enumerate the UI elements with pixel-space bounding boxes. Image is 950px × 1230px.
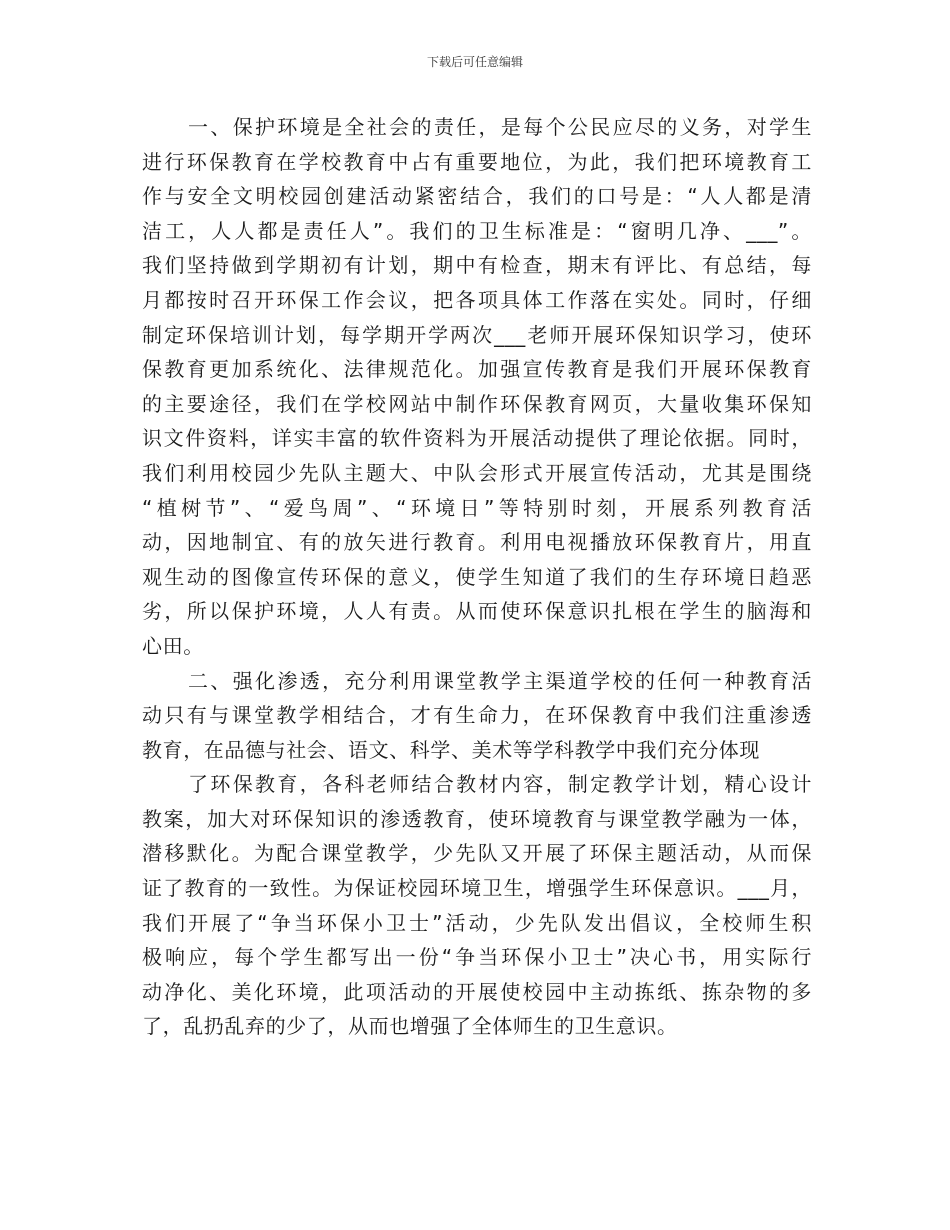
text-line: 保教育更加系统化、法律规范化。加强宣传教育是我们开展环保教育 <box>142 357 812 382</box>
text-line: 进行环保教育在学校教育中占有重要地位，为此，我们把环境教育工 <box>142 149 812 174</box>
text-line: 我们开展了“争当环保小卫士”活动，少先队发出倡议，全校师生积 <box>142 910 812 935</box>
text-line: 了环保教育，各科老师结合教材内容，制定教学计划，精心设计 <box>188 772 812 797</box>
text-line: 劣，所以保护环境，人人有责。从而使环保意识扎根在学生的脑海和 <box>142 599 812 624</box>
text-line: 观生动的图像宣传环保的意义，使学生知道了我们的生存环境日趋恶 <box>142 564 812 589</box>
text-line: 动，因地制宜、有的放矢进行教育。利用电视播放环保教育片，用直 <box>142 530 812 555</box>
text-line: 了，乱扔乱弃的少了，从而也增强了全体师生的卫生意识。 <box>142 1014 678 1039</box>
text-line: 二、强化渗透，充分利用课堂教学主渠道学校的任何一种教育活 <box>188 668 812 693</box>
text-line: 的主要途径，我们在学校网站中制作环保教育网页，大量收集环保知 <box>142 391 812 416</box>
page-header: 下载后可任意编辑 <box>426 55 523 69</box>
text-line: 潜移默化。为配合课堂教学，少先队又开展了环保主题活动，从而保 <box>142 841 812 866</box>
text-line: 月都按时召开环保工作会议，把各项具体工作落在实处。同时，仔细 <box>142 287 812 312</box>
text-line: 教育，在品德与社会、语文、科学、美术等学科教学中我们充分体现 <box>142 737 760 762</box>
document-body <box>142 110 812 1044</box>
text-line: 一、保护环境是全社会的责任，是每个公民应尽的义务，对学生 <box>188 115 812 139</box>
text-line: “植树节”、“爱鸟周”、“环境日”等特别时刻，开展系列教育活 <box>142 495 812 520</box>
text-line: 我们利用校园少先队主题大、中队会形式开展宣传活动，尤其是围绕 <box>142 460 812 485</box>
text-line: 识文件资料，详实丰富的软件资料为开展活动提供了理论依据。同时， <box>142 426 812 451</box>
text-line: 心田。 <box>142 633 204 658</box>
text-line: 制定环保培训计划，每学期开学两次___老师开展环保知识学习，使环 <box>142 322 812 347</box>
text-line: 我们坚持做到学期初有计划，期中有检查，期末有评比、有总结，每 <box>142 253 812 278</box>
text-line: 洁工，人人都是责任人”。我们的卫生标准是：“窗明几净、___”。 <box>142 218 812 243</box>
text-line: 动只有与课堂教学相结合，才有生命力，在环保教育中我们注重渗透 <box>142 703 812 728</box>
text-line: 作与安全文明校园创建活动紧密结合，我们的口号是：“人人都是清 <box>142 184 812 209</box>
text-line: 极响应，每个学生都写出一份“争当环保小卫士”决心书，用实际行 <box>142 945 812 970</box>
text-line: 动净化、美化环境，此项活动的开展使校园中主动拣纸、拣杂物的多 <box>142 979 812 1004</box>
text-line: 教案，加大对环保知识的渗透教育，使环境教育与课堂教学融为一体， <box>142 806 812 831</box>
text-line: 证了教育的一致性。为保证校园环境卫生，增强学生环保意识。___月， <box>142 876 812 901</box>
